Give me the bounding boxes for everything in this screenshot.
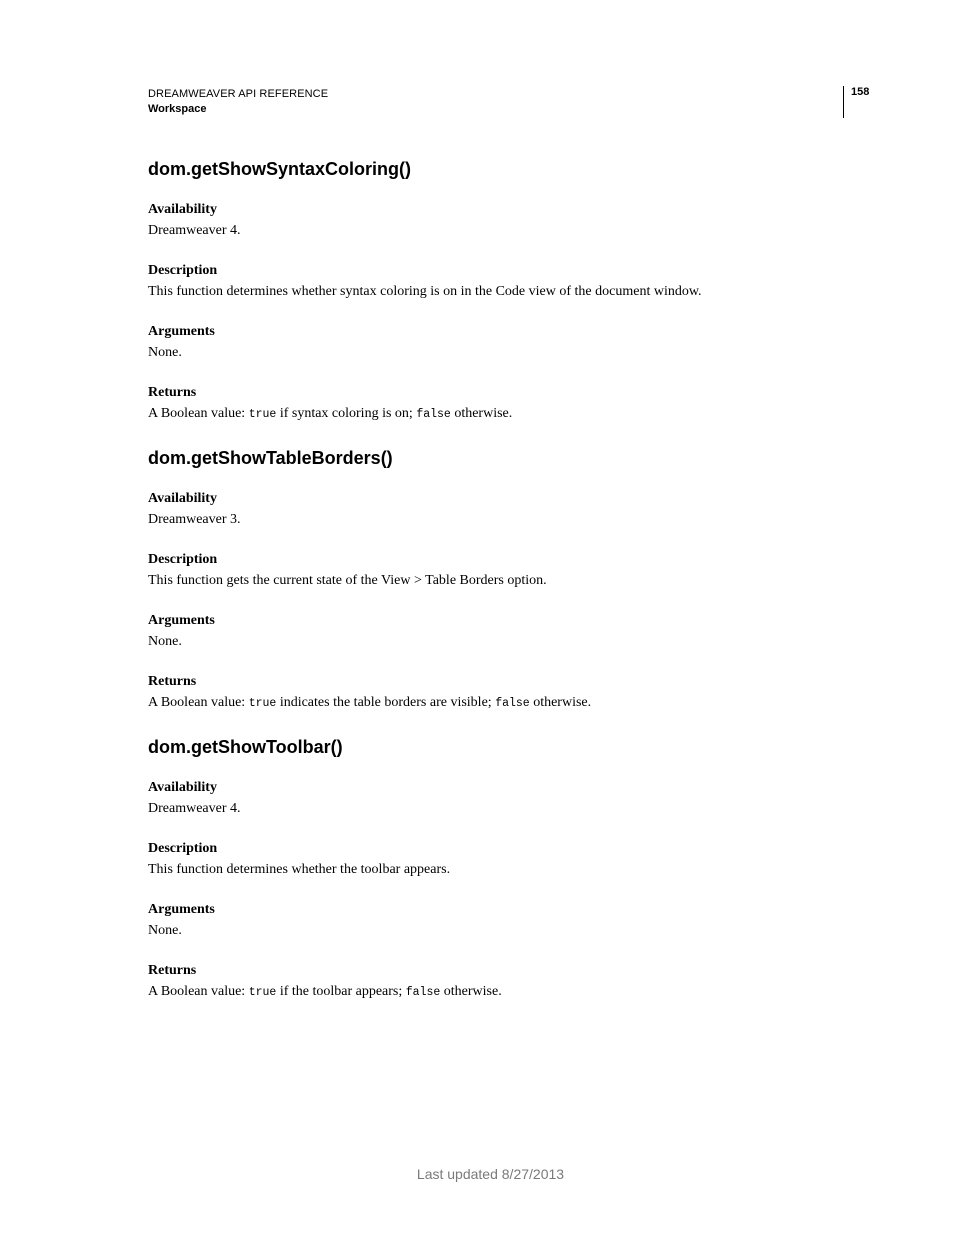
returns-section xyxy=(148,382,848,425)
function-entry xyxy=(148,156,848,425)
arguments-text: None. xyxy=(148,634,182,649)
description-heading: Description xyxy=(148,552,218,567)
availability-section xyxy=(148,199,848,241)
description-text: This function gets the current state of the View > Table Borders option. xyxy=(148,573,547,588)
running-header xyxy=(148,87,328,117)
returns-section xyxy=(148,960,848,1003)
description-section xyxy=(148,838,848,880)
description-section xyxy=(148,260,848,302)
returns-text xyxy=(148,692,848,714)
page-content xyxy=(148,156,848,1003)
header-divider xyxy=(843,86,844,118)
arguments-section xyxy=(148,610,848,652)
arguments-heading: Arguments xyxy=(148,324,215,339)
returns-heading: Returns xyxy=(148,385,197,400)
section-name: Workspace xyxy=(148,103,207,115)
arguments-heading: Arguments xyxy=(148,613,215,628)
function-entry xyxy=(148,734,848,1003)
availability-heading: Availability xyxy=(148,491,217,506)
description-text: This function determines whether the toolbar appears. xyxy=(148,862,451,877)
false-code: false xyxy=(495,697,530,710)
returns-heading: Returns xyxy=(148,963,197,978)
description-section xyxy=(148,549,848,591)
returns-suffix: otherwise. xyxy=(440,984,502,999)
returns-suffix: otherwise. xyxy=(450,406,513,421)
arguments-heading: Arguments xyxy=(148,902,215,917)
arguments-section xyxy=(148,899,848,941)
function-title: dom.getShowSyntaxColoring() xyxy=(148,159,411,179)
availability-heading: Availability xyxy=(148,780,217,795)
false-code: false xyxy=(405,986,441,999)
returns-suffix: otherwise. xyxy=(529,695,592,710)
availability-section xyxy=(148,488,848,530)
returns-middle: if syntax coloring is on; xyxy=(276,406,417,421)
document-title: DREAMWEAVER API REFERENCE xyxy=(148,88,329,100)
arguments-text: None. xyxy=(148,923,182,938)
false-code: false xyxy=(416,408,451,421)
availability-text: Dreamweaver 4. xyxy=(148,801,241,816)
returns-middle: indicates the table borders are visible; xyxy=(276,695,496,710)
arguments-text: None. xyxy=(148,345,182,360)
returns-prefix: A Boolean value: xyxy=(148,984,249,999)
function-title: dom.getShowToolbar() xyxy=(148,737,343,757)
true-code: true xyxy=(248,986,277,999)
returns-prefix: A Boolean value: xyxy=(148,695,249,710)
availability-text: Dreamweaver 3. xyxy=(148,512,241,527)
returns-text xyxy=(148,981,848,1003)
page-number: 158 xyxy=(851,86,870,98)
true-code: true xyxy=(248,697,277,710)
returns-middle: if the toolbar appears; xyxy=(276,984,406,999)
last-updated-footer: Last updated 8/27/2013 xyxy=(416,1166,565,1182)
description-text: This function determines whether syntax coloring is on in the Code view of the document window. xyxy=(148,284,702,299)
availability-heading: Availability xyxy=(148,202,217,217)
function-title: dom.getShowTableBorders() xyxy=(148,448,393,468)
arguments-section xyxy=(148,321,848,363)
function-entry xyxy=(148,445,848,714)
returns-text xyxy=(148,403,848,425)
returns-heading: Returns xyxy=(148,674,197,689)
availability-section xyxy=(148,777,848,819)
description-heading: Description xyxy=(148,841,218,856)
availability-text: Dreamweaver 4. xyxy=(148,223,241,238)
returns-prefix: A Boolean value: xyxy=(148,406,249,421)
returns-section xyxy=(148,671,848,714)
true-code: true xyxy=(248,408,277,421)
description-heading: Description xyxy=(148,263,218,278)
